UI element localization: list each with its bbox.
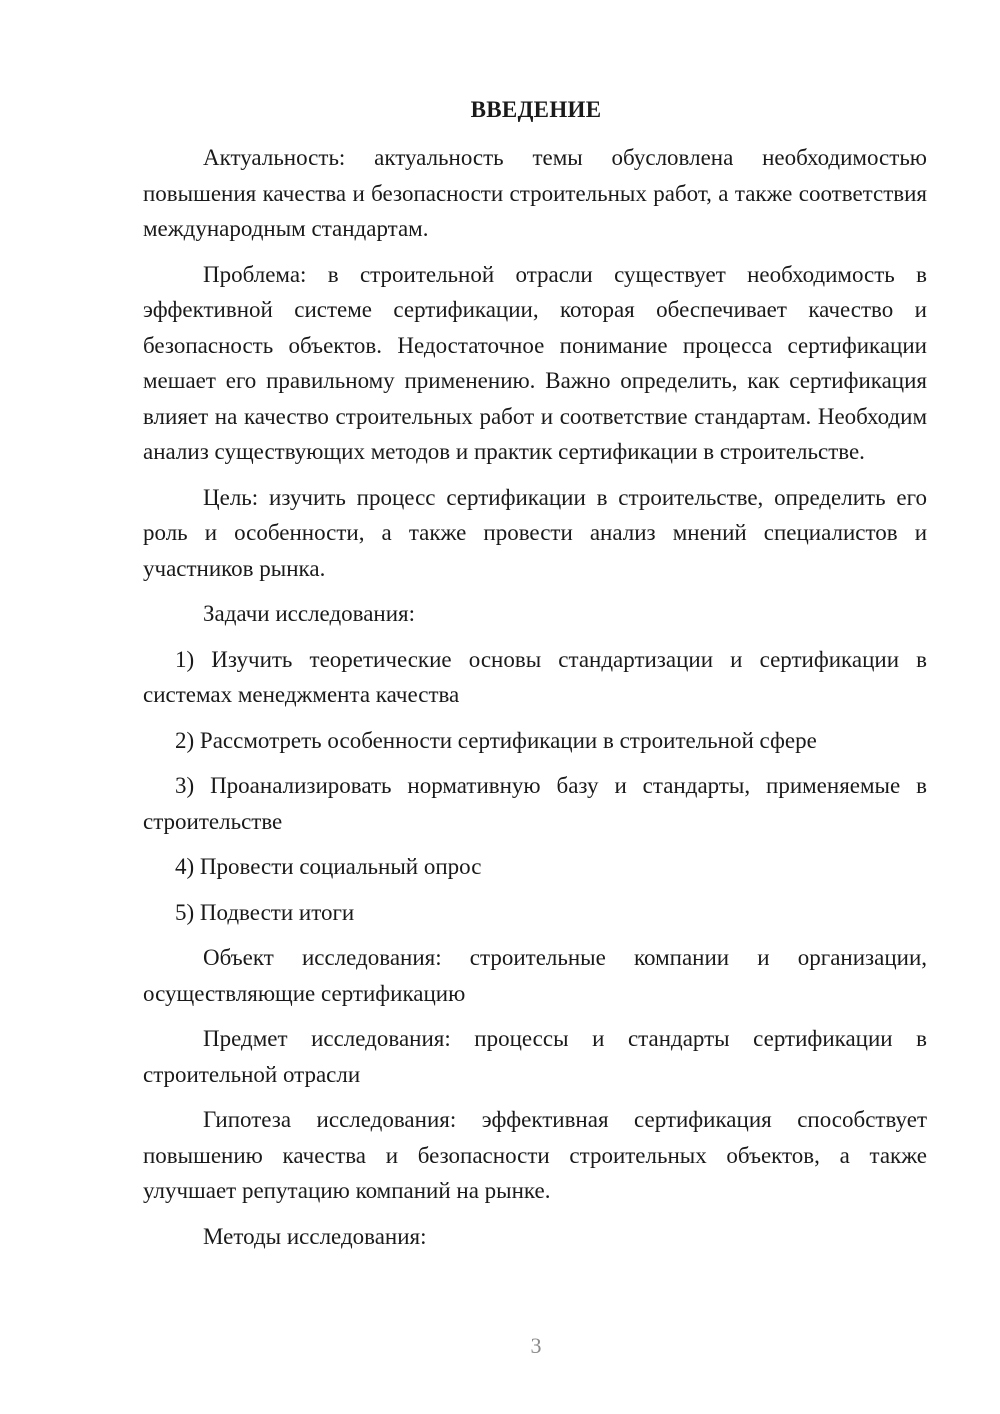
- task-item: 2) Рассмотреть особенности сертификации в строительной сфере: [175, 727, 817, 753]
- task-item: 3) Проанализировать нормативную базу и стандарты, применяемые в строительстве: [143, 773, 927, 834]
- relevance-paragraph: Актуальность: актуальность темы обусловлена необходимостью повышения качества и безопасности строительных работ, а также соответствия международным стандартам.: [143, 145, 927, 241]
- task-item: 5) Подвести итоги: [175, 899, 355, 925]
- goal-paragraph: Цель: изучить процесс сертификации в строительстве, определить его роль и особенности, а также провести анализ мнений специалистов и участников рынка.: [143, 484, 927, 581]
- hypothesis-paragraph: Гипотеза исследования: эффективная сертификация способствует повышению качества и безопасности строительных объектов, а также улучшает репутацию компаний на рынке.: [143, 1107, 927, 1203]
- subject-paragraph: Предмет исследования: процессы и стандарты сертификации в строительной отрасли: [143, 1026, 927, 1087]
- document-body: [143, 140, 927, 1264]
- page-heading: ВВЕДЕНИЕ: [470, 97, 602, 122]
- object-paragraph: Объект исследования: строительные компании и организации, осуществляющие сертификацию: [143, 945, 927, 1006]
- tasks-title: Задачи исследования:: [203, 601, 416, 626]
- task-item: 4) Провести социальный опрос: [175, 854, 482, 879]
- page-number: 3: [530, 1333, 542, 1358]
- problem-paragraph: Проблема: в строительной отрасли существует необходимость в эффективной системе сертификации, которая обеспечивает качество и безопасность объектов. Недостаточное понимание процесса сертификации мешает его правильному применению. Важно определить, как сертификация влияет на качество строительных работ и соответствие стандартам. Необходим анализ существующих методов и практик сертификации в строительстве.: [143, 261, 927, 464]
- task-item: 1) Изучить теоретические основы стандартизации и сертификации в системах менеджмента качества: [143, 646, 927, 707]
- methods-title: Методы исследования:: [203, 1223, 427, 1249]
